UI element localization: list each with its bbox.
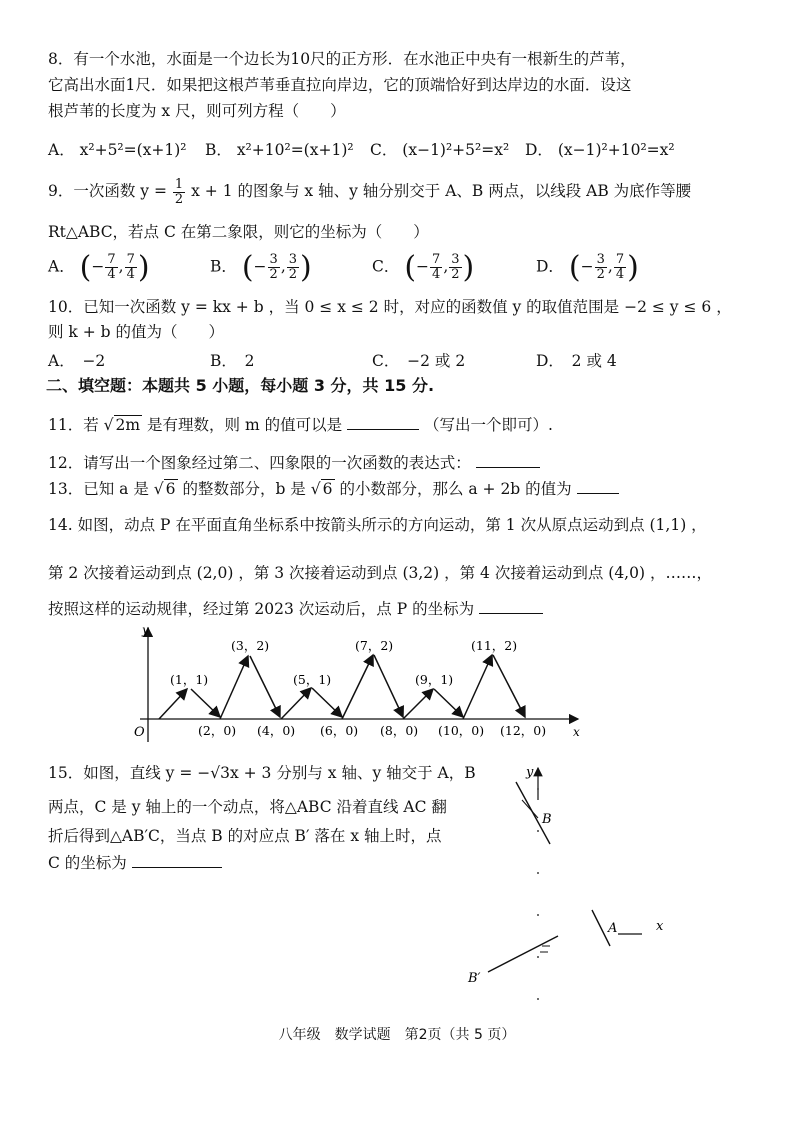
q9-option-b[interactable]: B． (− $\frac{3}{2}$ , $\frac{3}{2}$ ) <box>210 250 312 285</box>
q8-option-c[interactable]: C． (x−1)²+5²=x² <box>370 141 510 159</box>
q9-a-xn: 7 <box>107 252 116 268</box>
q9-a-sign: − <box>91 257 105 276</box>
q14-move-8 <box>374 655 403 717</box>
q11-answer-blank[interactable] <box>347 429 419 430</box>
q9-option-c[interactable]: C． (− $\frac{7}{4}$ , $\frac{3}{2}$ ) <box>372 250 475 285</box>
q9-option-a[interactable]: A． (− $\frac{7}{4}$ , $\frac{7}{4}$ ) <box>48 250 150 285</box>
q14-line3 <box>48 602 543 618</box>
q14-x-axis-label: x <box>573 725 580 739</box>
q14-line2: 第 2 次接着运动到点 (2,0) ，第 3 次接着运动到点 (3,2) ，第 4 次接着运动到点 (4,0) ，……， <box>48 564 712 582</box>
q15-answer-blank[interactable] <box>132 867 222 868</box>
q9-c-yn: 3 <box>451 252 460 268</box>
section2-heading: 二、填空题：本题共 5 小题，每小题 3 分，共 15 分. <box>46 376 435 395</box>
q9-a-yn: 7 <box>126 252 135 268</box>
q14-point-label: (1，1) <box>170 672 209 687</box>
q15-fold-mark <box>522 800 538 818</box>
q9-c-xn: 7 <box>432 252 441 268</box>
q8-option-a[interactable]: A． x²+5²=(x+1)² <box>48 141 187 159</box>
q14-move-1 <box>159 689 187 719</box>
q9-c-xd: 4 <box>432 267 441 282</box>
q10-option-b[interactable]: B． 2 <box>210 352 255 370</box>
q14-origin-label: O <box>134 725 145 740</box>
q9-b-yd: 2 <box>288 267 298 282</box>
q10-option-c[interactable]: C． −2 或 2 <box>372 352 466 370</box>
q15-point-b: B <box>542 812 552 827</box>
q14-line1: 14. 如图，动点 P 在平面直角坐标系中按箭头所示的方向运动，第 1 次从原点运动到点 (1,1) ， <box>48 516 707 534</box>
q13-text-a: 13．已知 a 是 <box>48 480 149 498</box>
q15-line4 <box>48 856 222 872</box>
q8-line2: 它高出水面1尺．如果把这根芦苇垂直拉向岸边，它的顶端恰好到达岸边的水面．设这 <box>48 76 632 94</box>
q15-line3: 折后得到△AB′C，当点 B 的对应点 B′ 落在 x 轴上时，点 <box>48 827 442 845</box>
q15-figure <box>460 760 680 1010</box>
q14-point-label: (9，1) <box>415 672 454 687</box>
q9-option-c-label: C． <box>372 257 400 276</box>
q10-option-d[interactable]: D． 2 或 4 <box>536 352 617 370</box>
q14-point-label: (5，1) <box>293 672 332 687</box>
q15-line-bprime <box>488 936 558 972</box>
q9-fraction <box>173 178 185 206</box>
q9-b-xd: 2 <box>269 267 278 282</box>
q9-text-a: 9．一次函数 y = <box>48 182 167 201</box>
q11-text-c: （写出一个即可）. <box>423 416 553 434</box>
q14-point-label: (10，0) <box>438 723 485 738</box>
q10-line2: 则 k + b 的值为（ ） <box>48 323 225 341</box>
q14-move-4 <box>250 656 280 717</box>
q9-frac-num: 1 <box>174 177 184 192</box>
q9-c-sign: − <box>416 257 430 276</box>
q13-line: 13．已知 a 是 √ 6 的整数部分，b 是 √ 6 的小数部分，那么 a + 2b 的值为 <box>48 482 619 498</box>
q14-y-axis-label: y <box>142 623 149 637</box>
q11-radicand: 2m <box>115 416 141 434</box>
q10-line1: 10．已知一次函数 y = kx + b ，当 0 ≤ x ≤ 2 时，对应的函数值 y 的取值范围是 −2 ≤ y ≤ 6 ， <box>48 298 732 316</box>
q9-option-a-label: A． <box>48 257 75 276</box>
q8-line3: 根芦苇的长度为 x 尺，则可列方程（ ） <box>48 102 346 120</box>
q13-radicand-2: 6 <box>322 480 333 498</box>
q14-point-label: (6，0) <box>320 723 359 738</box>
q15-x-label: x <box>656 919 664 934</box>
q11-text-b: 是有理数，则 m 的值可以是 <box>147 416 343 434</box>
q14-move-3 <box>220 656 248 719</box>
q15-line1: 15．如图，直线 y = −√3x + 3 分别与 x 轴、y 轴交于 A，B <box>48 764 476 782</box>
q9-option-b-label: B． <box>210 257 237 276</box>
q9-d-xn: 3 <box>596 252 605 268</box>
q15-line2: 两点，C 是 y 轴上的一个动点，将△ABC 沿着直线 AC 翻 <box>48 798 447 816</box>
q14-point-label: (3，2) <box>231 638 270 653</box>
q14-point-label: (11，2) <box>471 638 518 653</box>
q9-b-sign: − <box>253 257 267 276</box>
q14-point-label: (12，0) <box>500 723 547 738</box>
q12-line <box>48 456 540 472</box>
q14-move-5 <box>281 688 311 719</box>
q14-point-label: (7，2) <box>355 638 394 653</box>
q14-text: 按照这样的运动规律，经过第 2023 次运动后，点 P 的坐标为 <box>48 600 475 618</box>
q14-move-12 <box>493 655 525 717</box>
q14-move-6 <box>312 688 342 717</box>
q11-line: 11．若 √ 2m 是有理数，则 m 的值可以是 （写出一个即可）. <box>48 416 553 434</box>
q12-answer-blank[interactable] <box>476 467 540 468</box>
q14-answer-blank[interactable] <box>479 613 543 614</box>
q14-motion-figure <box>130 622 600 744</box>
q14-point-label: (2，0) <box>198 723 237 738</box>
q9-a-xd: 4 <box>107 267 116 282</box>
q9-frac-den: 2 <box>174 191 184 207</box>
q9-d-sign: − <box>580 257 594 276</box>
q14-move-7 <box>342 655 373 719</box>
q13-text-b: 的整数部分，b 是 <box>182 480 306 498</box>
q9-d-xd: 2 <box>596 267 605 282</box>
q13-text-c: 的小数部分，那么 a + 2b 的值为 <box>339 480 572 498</box>
q9-option-d[interactable]: D． (− $\frac{3}{2}$ , $\frac{7}{4}$ ) <box>536 250 639 285</box>
q14-point-label: (4，0) <box>257 723 296 738</box>
q8-option-d[interactable]: D． (x−1)²+10²=x² <box>525 141 675 159</box>
q9-c-yd: 2 <box>451 267 460 282</box>
q14-move-9 <box>403 689 433 719</box>
q11-text-a: 11．若 <box>48 416 99 434</box>
q8-option-b[interactable]: B． x²+10²=(x+1)² <box>205 141 354 159</box>
q14-move-2 <box>191 689 220 717</box>
q9-b-yn: 3 <box>288 252 298 268</box>
q9-d-yn: 7 <box>615 252 625 268</box>
q13-answer-blank[interactable] <box>577 493 619 494</box>
q15-point-a: A <box>608 921 618 936</box>
q14-point-label: (8，0) <box>380 723 419 738</box>
q9-line1 <box>48 178 691 206</box>
q9-d-yd: 4 <box>615 267 625 282</box>
q15-text: C 的坐标为 <box>48 854 127 872</box>
q12-text: 12．请写出一个图象经过第二、四象限的一次函数的表达式： <box>48 454 471 472</box>
page-footer: 八年级 数学试题 第2页（共 5 页） <box>278 1027 516 1043</box>
q9-line2: Rt△ABC，若点 C 在第二象限，则它的坐标为（ ） <box>48 223 429 241</box>
q9-a-yd: 4 <box>126 267 135 282</box>
q8-line1: 8．有一个水池，水面是一个边长为10尺的正方形．在水池正中央有一根新生的芦苇， <box>48 50 636 68</box>
q10-option-a[interactable]: A． −2 <box>48 352 106 370</box>
q15-point-bprime: B′ <box>468 971 481 986</box>
q14-move-11 <box>463 655 492 719</box>
q9-option-d-label: D． <box>536 257 564 276</box>
q9-text-b: x + 1 的图象与 x 轴、y 轴分别交于 A、B 两点，以线段 AB 为底作等腰 <box>191 182 692 201</box>
q9-b-xn: 3 <box>269 252 278 268</box>
q15-y-label: y <box>526 765 534 780</box>
q13-radicand-1: 6 <box>165 480 176 498</box>
q14-move-10 <box>434 689 463 717</box>
